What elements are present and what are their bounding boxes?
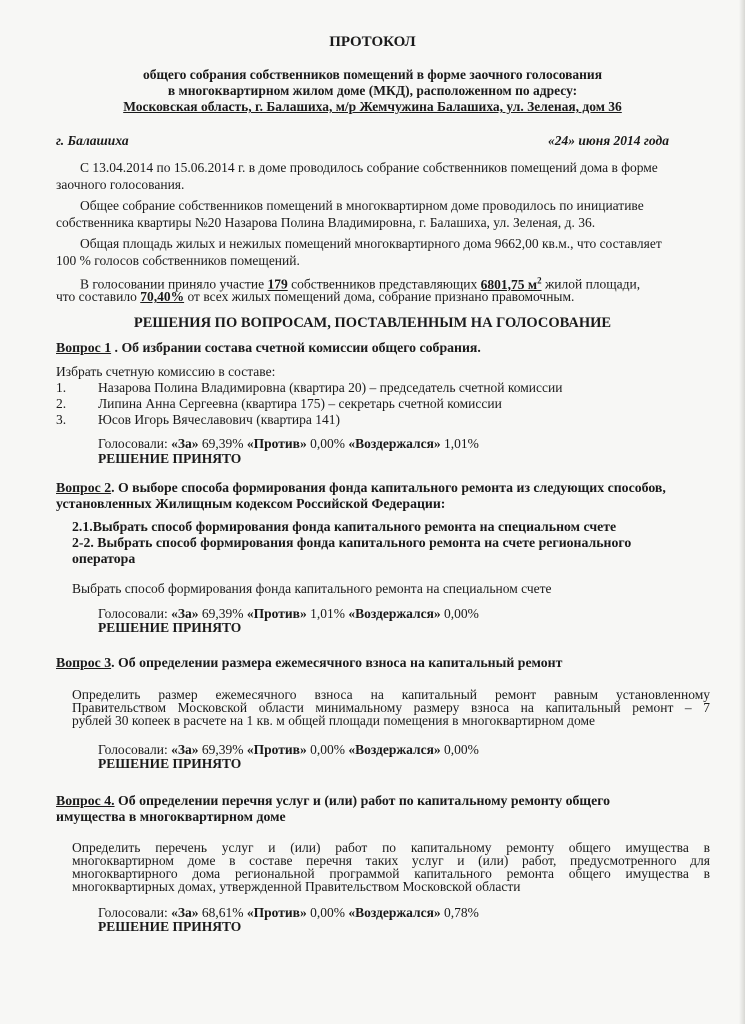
vozd-label: «Воздержался» bbox=[348, 742, 441, 757]
za-value: 69,39% bbox=[201, 606, 244, 621]
za-value: 68,61% bbox=[201, 905, 244, 920]
q4-decision-line4: многоквартирных домах, утвержденной Правительством Московской области bbox=[72, 879, 521, 894]
intro-p3-line1: Общая площадь жилых и нежилых помещений многоквартирного дома 9662,00 кв.м., что составляет bbox=[80, 236, 662, 251]
q2-option-2-line2: оператора bbox=[72, 551, 136, 566]
protiv-label: «Против» bbox=[246, 606, 307, 621]
q1-member-text: Липина Анна Сергеевна (квартира 175) – секретарь счетной комиссии bbox=[98, 396, 502, 411]
area-unit-sup: 2 bbox=[537, 275, 542, 285]
question-3-label: Вопрос 3 bbox=[56, 655, 112, 670]
p4-text-b: собственников представляющих bbox=[287, 276, 481, 292]
voted-label: Голосовали: bbox=[98, 905, 172, 920]
vozd-value: 0,00% bbox=[444, 742, 479, 757]
q4-decision-line3: многоквартирного дома региональной программой капитального ремонта общего имущества в bbox=[72, 866, 710, 881]
question-3-heading bbox=[56, 655, 562, 671]
question-1-title: . Об избрании состава счетной комиссии общего собрания. bbox=[111, 340, 481, 355]
q1-member-number: 1. bbox=[56, 380, 67, 395]
participants-count: 179 bbox=[267, 276, 288, 292]
vozd-label: «Воздержался» bbox=[348, 905, 441, 920]
protiv-value: 0,00% bbox=[310, 742, 345, 757]
vozd-value: 0,78% bbox=[444, 905, 479, 920]
protiv-label: «Против» bbox=[246, 436, 307, 451]
document-date bbox=[548, 133, 669, 149]
question-2-title-line2: установленных Жилищным кодексом Российской Федерации: bbox=[56, 496, 446, 511]
protiv-value: 0,00% bbox=[310, 905, 345, 920]
question-1-heading bbox=[56, 340, 481, 356]
q1-lead: Избрать счетную комиссию в составе: bbox=[56, 364, 276, 379]
address-line: Московская область, г. Балашиха, м/р Жемчужина Балашиха, ул. Зеленая, дом 36 bbox=[123, 99, 622, 114]
subtitle-line-1: общего собрания собственников помещений в форме заочного голосования bbox=[142, 67, 603, 82]
vozd-label: «Воздержался» bbox=[348, 606, 441, 621]
q3-decision-line2: Правительством Московской области минимальному размеру взноса на капитальный ремонт – 7 bbox=[72, 700, 710, 715]
date-month-year: июня 2014 года bbox=[575, 133, 669, 148]
question-4-title: Об определении перечня услуг и (или) работ по капитальному ремонту общего bbox=[114, 793, 611, 808]
intro-p3-line2: 100 % голосов собственников помещений. bbox=[56, 253, 300, 268]
question-2-label: Вопрос 2 bbox=[56, 480, 112, 495]
intro-p2-line2: собственника квартиры №20 Назарова Полина Владимировна, г. Балашиха, ул. Зеленая, д. 36. bbox=[56, 215, 596, 230]
q2-decision: Выбрать способ формирования фонда капитального ремонта на специальном счете bbox=[72, 581, 552, 596]
q3-result: РЕШЕНИЕ ПРИНЯТО bbox=[98, 756, 242, 771]
protiv-value: 1,01% bbox=[310, 606, 345, 621]
q4-decision-line1: Определить перечень услуг и (или) работ по капитальному ремонту общего имущества в bbox=[72, 840, 710, 855]
za-value: 69,39% bbox=[201, 436, 244, 451]
question-4-heading bbox=[56, 793, 610, 809]
question-1-label: Вопрос 1 bbox=[56, 340, 112, 355]
voted-label: Голосовали: bbox=[98, 742, 172, 757]
za-label: «За» bbox=[171, 436, 199, 451]
q3-decision-line1: Определить размер ежемесячного взноса на капитальный ремонт равным установленному bbox=[72, 687, 710, 702]
document-title: ПРОТОКОЛ bbox=[329, 34, 416, 50]
protiv-value: 0,00% bbox=[310, 436, 345, 451]
p4-text-c: жилой площади, bbox=[541, 276, 641, 292]
q1-member-number: 2. bbox=[56, 396, 67, 411]
page-edge-shadow bbox=[739, 0, 745, 1024]
za-value: 69,39% bbox=[201, 742, 244, 757]
q1-result: РЕШЕНИЕ ПРИНЯТО bbox=[98, 451, 242, 466]
question-4-title-line2: имущества в многоквартирном доме bbox=[56, 809, 286, 824]
intro-p1-line2: заочного голосования. bbox=[56, 177, 185, 192]
intro-p2-line1: Общее собрание собственников помещений в многоквартирном доме проводилось по инициативе bbox=[80, 198, 644, 213]
p4-l2-b: от всех жилых помещений дома, собрание признано правомочным. bbox=[184, 289, 575, 304]
q2-option-2: 2-2. Выбрать способ формирования фонда капитального ремонта на счете регионального bbox=[72, 535, 632, 550]
question-2-heading bbox=[56, 480, 666, 496]
p4-l2-a: что составило bbox=[56, 289, 141, 304]
vozd-value: 0,00% bbox=[444, 606, 479, 621]
vozd-value: 1,01% bbox=[444, 436, 479, 451]
q1-vote-line bbox=[98, 436, 479, 452]
vozd-label: «Воздержался» bbox=[348, 436, 441, 451]
voted-label: Голосовали: bbox=[98, 436, 172, 451]
za-label: «За» bbox=[171, 606, 199, 621]
za-label: «За» bbox=[171, 905, 199, 920]
city-label: г. Балашиха bbox=[56, 133, 129, 148]
question-3-title: . Об определении размера ежемесячного взноса на капитальный ремонт bbox=[111, 655, 563, 670]
question-4-label: Вопрос 4. bbox=[56, 793, 115, 808]
q1-member-text: Назарова Полина Владимировна (квартира 20) – председатель счетной комиссии bbox=[98, 380, 563, 395]
q4-decision-line2: многоквартирном доме в составе перечня таких услуг и (или) работ, предусмотренного для bbox=[72, 853, 710, 868]
protiv-label: «Против» bbox=[246, 905, 307, 920]
protiv-label: «Против» bbox=[246, 742, 307, 757]
q3-decision-line3: рублей 30 копеек в расчете на 1 кв. м общей площади помещения в многоквартирном доме bbox=[72, 713, 596, 728]
voted-label: Голосовали: bbox=[98, 606, 172, 621]
q1-member-text: Юсов Игорь Вячеславович (квартира 141) bbox=[98, 412, 340, 427]
section-title: РЕШЕНИЯ ПО ВОПРОСАМ, ПОСТАВЛЕННЫМ НА ГОЛОСОВАНИЕ bbox=[133, 315, 612, 331]
area-value: 6801,75 м bbox=[480, 276, 538, 292]
q2-result: РЕШЕНИЕ ПРИНЯТО bbox=[98, 620, 242, 635]
question-2-title: . О выборе способа формирования фонда капитального ремонта из следующих способов, bbox=[111, 480, 666, 495]
p4-text-a: В голосовании приняло участие bbox=[80, 276, 268, 292]
intro-p4-line2 bbox=[56, 289, 574, 305]
intro-p1-line1: С 13.04.2014 по 15.06.2014 г. в доме проводилось собрание собственников помещений дома в форме bbox=[80, 160, 658, 175]
subtitle-line-2: в многоквартирном жилом доме (МКД), расположенном по адресу: bbox=[167, 83, 578, 98]
participants-percent: 70,40% bbox=[140, 289, 185, 304]
q1-member-number: 3. bbox=[56, 412, 67, 427]
date-day: «24» bbox=[548, 133, 575, 148]
za-label: «За» bbox=[171, 742, 199, 757]
q4-result: РЕШЕНИЕ ПРИНЯТО bbox=[98, 919, 242, 934]
q2-option-1: 2.1.Выбрать способ формирования фонда капитального ремонта на специальном счете bbox=[72, 519, 617, 534]
